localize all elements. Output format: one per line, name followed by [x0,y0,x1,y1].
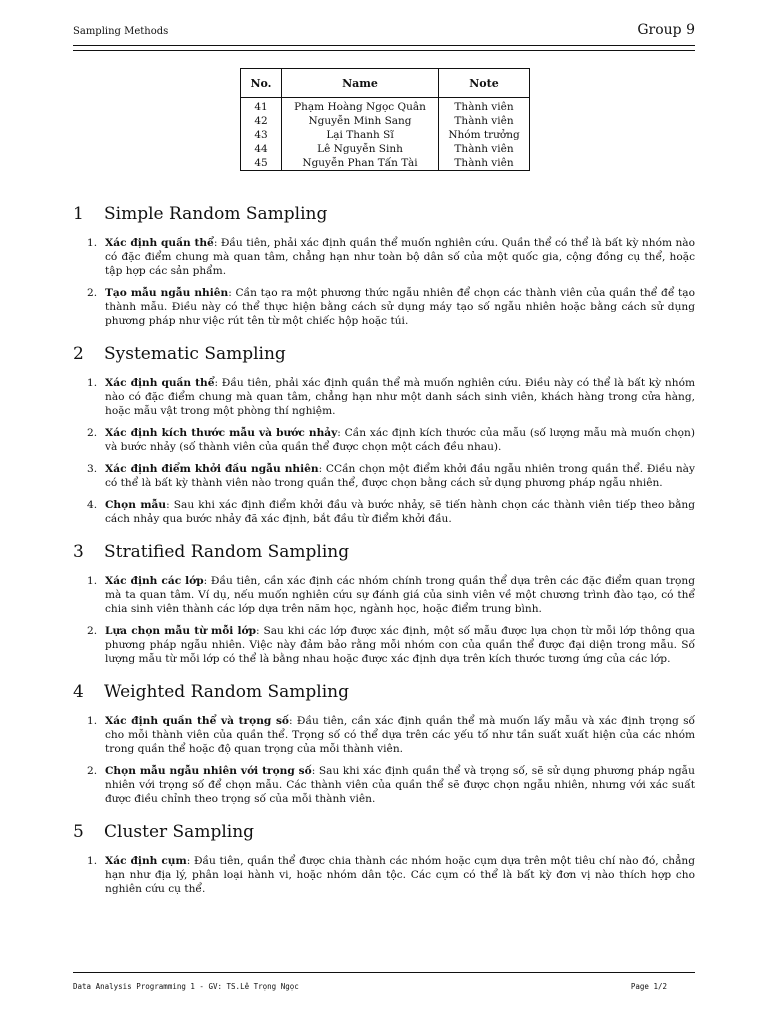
item-text: : CCần chọn một điểm khởi đầu ngẫu nhiên trong quần thể. Điều này có thể là bất kỳ thành viên nào trong quần thể, được chọn bằng cách sử dụng phương pháp ngẫu nhiên. [105,463,695,489]
cell-no: 43 [241,128,282,142]
list-item [73,714,695,756]
item-term: Xác định các lớp [105,575,204,587]
footer-course-info: Data Analysis Programming 1 - GV: TS.Lê Trọng Ngọc [73,982,299,991]
item-text: : Đầu tiên, phải xác định quần thể mà muốn nghiên cứu. Điều này có thể là bất kỳ nhóm nào có đặc điểm chung mà quan tâm, chẳng hạn như một danh sách sinh viên, khách hàng trong cửa hàng, hoặc mẫu vật trong một phòng thí nghiệm. [105,377,695,417]
section-number: 3 [73,542,84,562]
main-content [73,204,695,912]
cell-note: Thành viên [439,142,530,156]
cell-no: 44 [241,142,282,156]
table-row [241,128,530,142]
page-footer [73,982,695,996]
table-row [241,98,530,115]
item-text: : Sau khi xác định quần thể và trọng số, sẽ sử dụng phương pháp ngẫu nhiên với trọng số để chọn mẫu. Các thành viên của quần thể sẽ được chọn ngẫu nhiên, nhưng với xác suất được điều chỉnh theo trọng số của mỗi thành viên. [105,765,695,805]
section-heading [73,344,695,364]
item-term: Chọn mẫu ngẫu nhiên với trọng số [105,765,312,777]
table-row [241,114,530,128]
section-title: Simple Random Sampling [104,204,328,224]
cell-note: Nhóm trưởng [439,128,530,142]
cell-no: 41 [241,98,282,115]
list-item [73,462,695,490]
footer-page-number: Page 1/2 [630,982,667,991]
item-term: Xác định quần thể [105,377,215,389]
list-item [73,498,695,526]
section-cluster-sampling [73,822,695,896]
item-text: : Đầu tiên, quần thể được chia thành các nhóm hoặc cụm dựa trên một tiêu chí nào đó, chẳng hạn như địa lý, phân loại hành vi, hoặc nhóm dân tộc. Các cụm có thể là bất kỳ đơn vị nào thích hợp cho nghiên cứu cụ thể. [105,855,696,895]
item-term: Xác định kích thước mẫu và bước nhảy [105,427,338,439]
section-simple-random-sampling [73,204,695,328]
item-text: : Cần tạo ra một phương thức ngẫu nhiên để chọn các thành viên của quần thể để tạo thành mẫu. Điều này có thể thực hiện bằng cách sử dụng máy tạo số ngẫu nhiên hoặc bằng cách sử dụng phương pháp như việc rút tên từ một chiếc hộp hoặc túi. [105,287,695,327]
cell-note: Thành viên [439,156,530,171]
cell-name: Phạm Hoàng Ngọc Quân [282,98,439,115]
section-stratified-random-sampling [73,542,695,666]
item-number: 4. [87,499,98,511]
item-term: Xác định quần thể [105,237,214,249]
cell-note: Thành viên [439,114,530,128]
item-term: Xác định quần thể và trọng số [105,715,290,727]
table-row [241,156,530,171]
section-number: 2 [73,344,84,364]
item-number: 1. [87,575,98,587]
step-list [73,854,695,896]
section-title: Systematic Sampling [104,344,286,364]
section-heading [73,542,695,562]
item-term: Chọn mẫu [105,499,167,511]
header-rule-thin [73,50,695,51]
col-header-no: No. [241,69,282,98]
header-rule-thick [73,45,695,46]
footer-rule [73,972,695,973]
members-table [240,68,530,171]
list-item [73,426,695,454]
item-number: 2. [87,765,98,777]
cell-note: Thành viên [439,98,530,115]
item-text: : Đầu tiên, cần xác định các nhóm chính trong quần thể dựa trên các đặc điểm quan trọng mà ta quan tâm. Ví dụ, nếu muốn nghiên cứu sự đánh giá của sinh viên về một chương trình đào tạo, có thể chia sinh viên thành các lớp dựa trên năm học, ngành học, hoặc điểm trung bình. [105,575,695,615]
list-item [73,286,695,328]
list-item [73,236,695,278]
section-heading [73,682,695,702]
item-term: Xác định điểm khởi đầu ngẫu nhiên [105,463,319,475]
cell-name: Lê Nguyễn Sinh [282,142,439,156]
item-text: : Đầu tiên, phải xác định quần thể muốn nghiên cứu. Quần thể có thể là bất kỳ nhóm nào có đặc điểm chung mà quan tâm, chẳng hạn như toàn bộ dân số của một quốc gia, cộng đồng cụ thể, hoặc tập hợp các sản phẩm. [105,237,696,277]
section-weighted-random-sampling [73,682,695,806]
item-number: 1. [87,377,98,389]
cell-name: Nguyễn Phan Tấn Tài [282,156,439,171]
header-group-name: Group 9 [637,22,695,38]
item-term: Lựa chọn mẫu từ mỗi lớp [105,625,257,637]
col-header-note: Note [439,69,530,98]
members-table-header [241,69,530,98]
list-item [73,376,695,418]
section-number: 1 [73,204,84,224]
step-list [73,236,695,328]
item-text: : Sau khi xác định điểm khởi đầu và bước nhảy, sẽ tiến hành chọn các thành viên tiếp theo bằng cách nhảy qua bước nhảy đã xác định, bắt đầu từ điểm khởi đầu. [105,499,695,525]
item-number: 1. [87,855,98,867]
item-number: 1. [87,237,98,249]
col-header-name: Name [282,69,439,98]
step-list [73,574,695,666]
section-number: 4 [73,682,84,702]
section-title: Cluster Sampling [104,822,255,842]
section-number: 5 [73,822,84,842]
section-heading [73,204,695,224]
item-term: Tạo mẫu ngẫu nhiên [105,287,229,299]
item-number: 2. [87,625,98,637]
item-text: : Cần xác định kích thước của mẫu (số lượng mẫu mà muốn chọn) và bước nhảy (số thành viên của quần thể được chọn một cách đều nhau). [105,427,695,453]
table-row [241,142,530,156]
cell-no: 42 [241,114,282,128]
step-list [73,714,695,806]
section-title: Weighted Random Sampling [104,682,349,702]
list-item [73,574,695,616]
item-term: Xác định cụm [105,855,187,867]
step-list [73,376,695,526]
cell-name: Lại Thanh Sĩ [282,128,439,142]
page-header [73,22,695,42]
item-number: 3. [87,463,98,475]
cell-no: 45 [241,156,282,171]
list-item [73,624,695,666]
list-item [73,854,695,896]
cell-name: Nguyễn Minh Sang [282,114,439,128]
item-text: : Đầu tiên, cần xác định quần thể mà muốn lấy mẫu và xác định trọng số cho mỗi thành viên của quần thể. Trọng số có thể dựa trên các yếu tố như tần suất xuất hiện của các nhóm trong quần thể hoặc độ quan trọng của mỗi thành viên. [105,715,695,755]
header-doc-title: Sampling Methods [73,26,169,37]
item-text: : Sau khi các lớp được xác định, một số mẫu được lựa chọn từ mỗi lớp thông qua phương pháp ngẫu nhiên. Việc này đảm bảo rằng mỗi nhóm con của quần thể được đại diện trong mẫu. Số lượng mẫu từ mỗi lớp có thể là bằng nhau hoặc được xác định dựa trên kích thước tương ứng của các lớp. [105,625,696,665]
item-number: 2. [87,427,98,439]
item-number: 1. [87,715,98,727]
section-systematic-sampling [73,344,695,526]
item-number: 2. [87,287,98,299]
section-title: Stratified Random Sampling [104,542,350,562]
list-item [73,764,695,806]
section-heading [73,822,695,842]
